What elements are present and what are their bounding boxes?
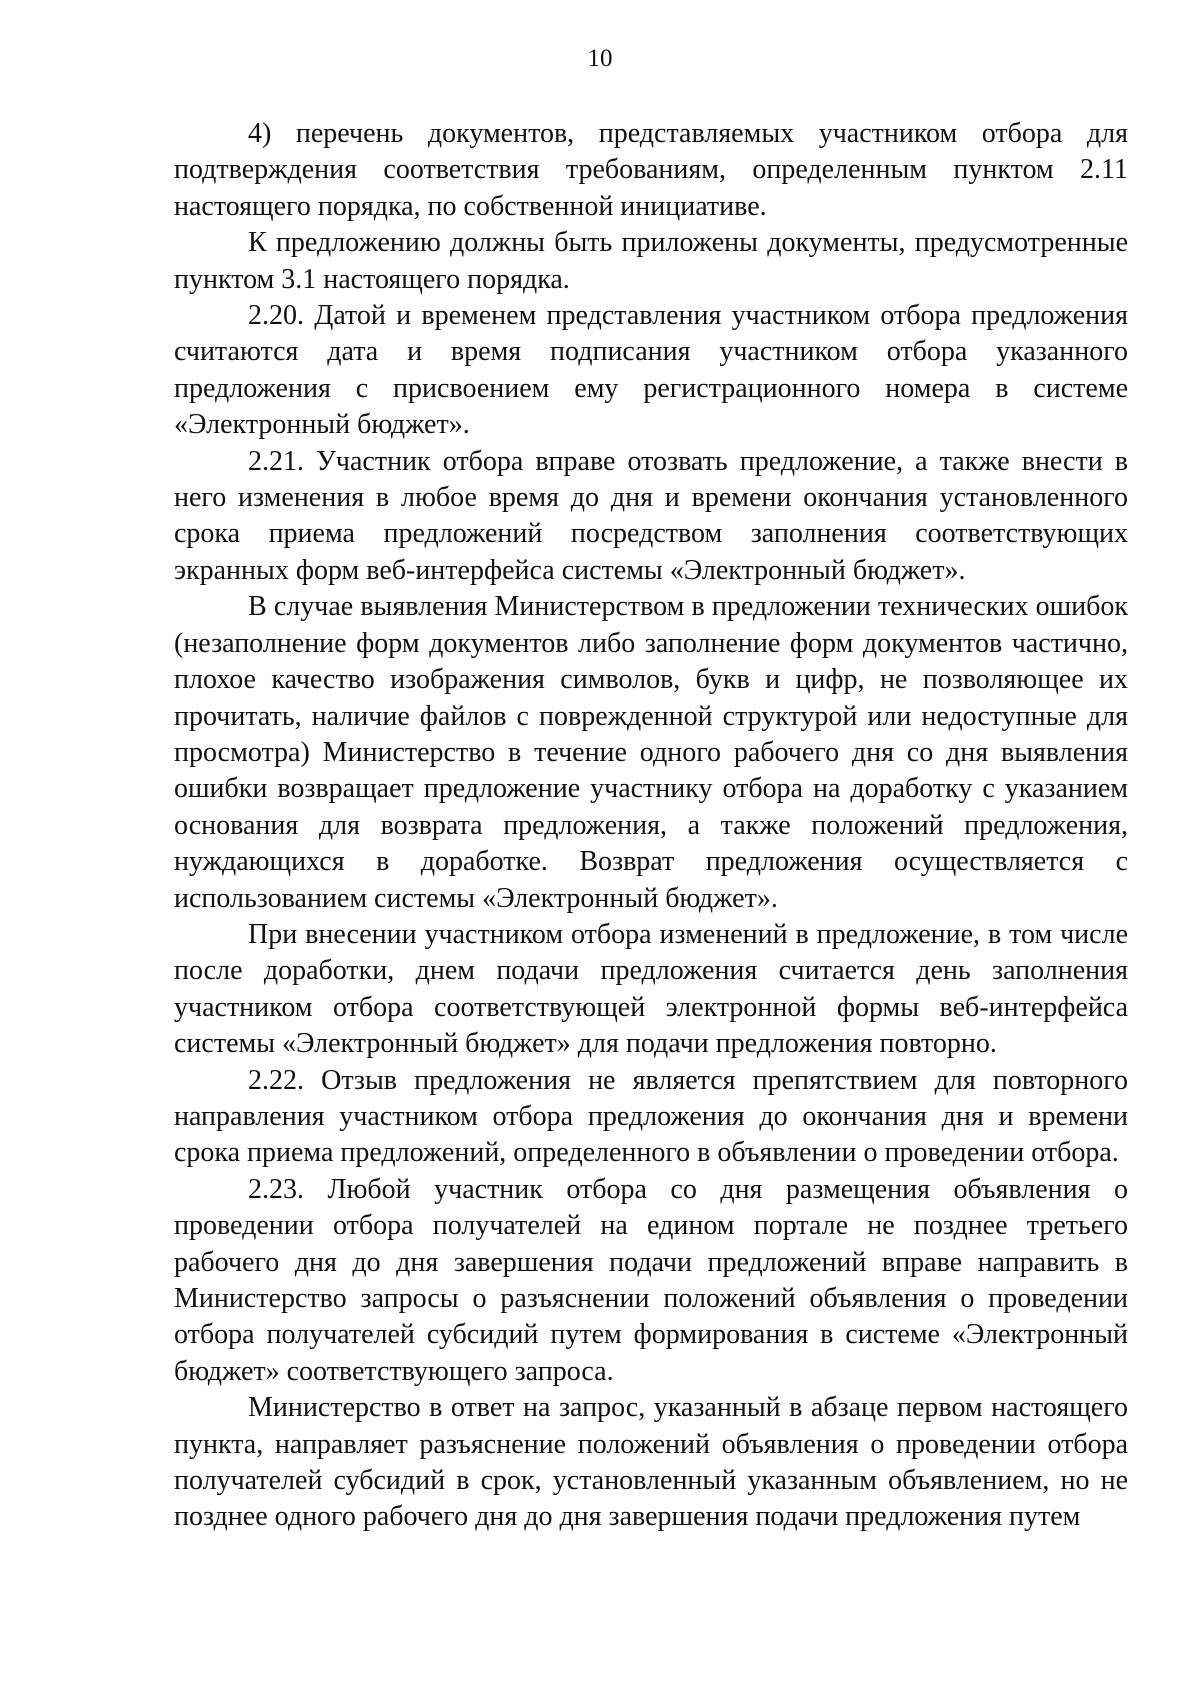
document-body xyxy=(174,116,1128,1536)
paragraph-2-23: 2.23. Любой участник отбора со дня размещения объявления о проведении отбора получателей на едином портале не позднее третьего рабочего дня до дня завершения подачи предложений вправе направить в Министерство запросы о разъяснении положений объявления о проведении отбора получателей субсидий путем формирования в системе «Электронный бюджет» соответствующего запроса. xyxy=(174,1173,1128,1387)
paragraph-changes-submission: При внесении участником отбора изменений в предложение, в том числе после доработки, днем подачи предложения считается день заполнения участником отбора соответствующей электронной формы веб-интерфейса системы «Электронный бюджет» для подачи предложения повторно. xyxy=(174,918,1128,1060)
paragraph-2-21: 2.21. Участник отбора вправе отозвать предложение, а также внести в него изменения в любое время до дня и времени окончания установленного срока приема предложений посредством заполнения соответствующих экранных форм веб-интерфейса системы «Электронный бюджет». xyxy=(174,445,1128,586)
page-number: 10 xyxy=(587,45,613,72)
paragraph-item-4-documents-list: 4) перечень документов, представляемых участником отбора для подтверждения соответствия требованиям, определенным пунктом 2.11 настоящего порядка, по собственной инициативе. xyxy=(174,118,1128,222)
paragraph-2-22: 2.22. Отзыв предложения не является препятствием для повторного направления участником отбора предложения до окончания дня и времени срока приема предложений, определенного в объявлении о проведении отбора. xyxy=(174,1064,1128,1169)
paragraph-attached-documents: К предложению должны быть приложены документы, предусмотренные пунктом 3.1 настоящего порядка. xyxy=(174,227,1128,295)
paragraph-ministry-response: Министерство в ответ на запрос, указанный в абзаце первом настоящего пункта, направляет разъяснение положений объявления о проведении отбора получателей субсидий в срок, установленный указанным объявлением, но не позднее одного рабочего дня до дня завершения подачи предложения путем xyxy=(174,1392,1128,1533)
paragraph-2-20: 2.20. Датой и временем представления участником отбора предложения считаются дата и время подписания участником отбора указанного предложения с присвоением ему регистрационного номера в системе «Электронный бюджет». xyxy=(174,300,1128,441)
paragraph-technical-errors: В случае выявления Министерством в предложении технических ошибок (незаполнение форм документов либо заполнение форм документов частично, плохое качество изображения символов, букв и цифр, не позволяющее их прочитать, наличие файлов с поврежденной структурой или недоступные для просмотра) Министерство в течение одного рабочего дня со дня выявления ошибки возвращает предложение участнику отбора на доработку с указанием основания для возврата предложения, а также положений предложения, нуждающихся в доработке. Возврат предложения осуществляется с использованием системы «Электронный бюджет». xyxy=(174,591,1128,914)
